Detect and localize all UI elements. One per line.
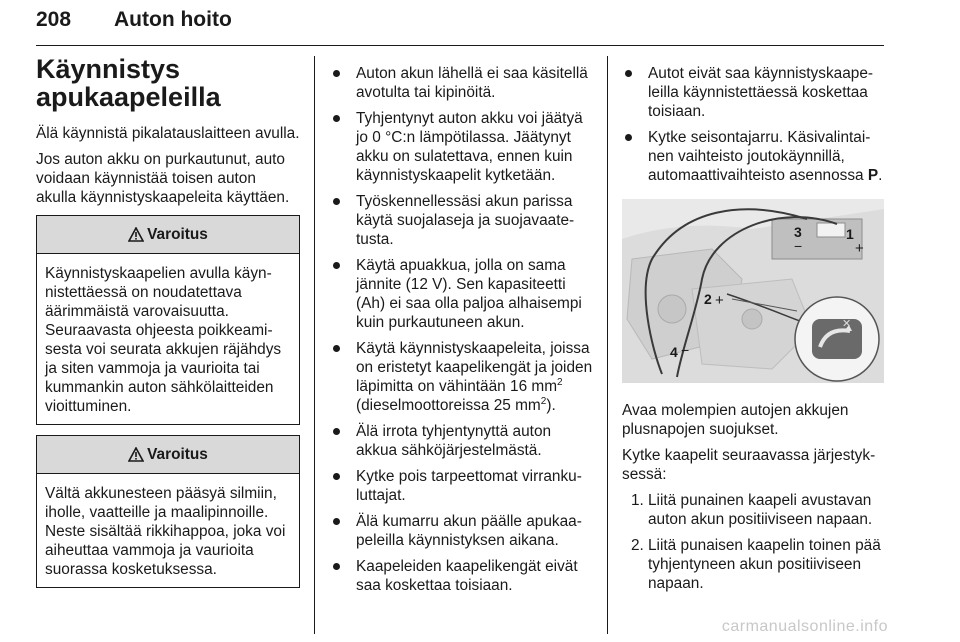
warning-triangle-icon <box>128 227 144 242</box>
list-item <box>622 128 886 185</box>
warning-box-1 <box>36 215 300 425</box>
battery-connection-figure <box>622 199 884 383</box>
cross-mark-icon: ✕ <box>842 317 852 330</box>
parking-brake-end: . <box>878 167 883 184</box>
list-item <box>330 512 594 550</box>
gear-position-p: P <box>867 167 879 184</box>
list-item-text: Autot eivät saa käynnistyskaapeleilla käynnistettäessä koskettaa toisiaan. <box>648 65 874 120</box>
bullet-icon <box>333 428 340 435</box>
step-number: 2. <box>631 537 644 554</box>
warning-header-1 <box>37 216 299 254</box>
bullet-icon <box>333 563 340 570</box>
warning-title-1: Varoitus <box>147 226 208 243</box>
section-title-line-2: apukaapeleilla <box>36 82 221 112</box>
list-item <box>330 109 594 185</box>
figure-label-4: 4 <box>670 344 678 360</box>
bullet-icon <box>625 70 632 77</box>
bullet-icon <box>333 70 340 77</box>
body-paragraph-2: Kytke kaapelit seuraavassa järjestyksessä: <box>622 447 876 483</box>
column-divider-2 <box>607 56 608 634</box>
warning-header-2 <box>37 436 299 474</box>
list-item <box>330 467 594 505</box>
watermark: carmanualsonline.info <box>721 618 888 635</box>
warning-box-2 <box>36 435 300 588</box>
page-number: 208 <box>36 8 72 31</box>
list-item-text: Käytä apuakkua, jolla on sama jännite (12 V). Sen kapasiteetti (Ah) ei saa olla paljoa alhaisempi kuin purkautuneen akun. <box>356 257 582 331</box>
list-item <box>330 64 594 102</box>
cable-spec-diesel: (dieselmoottoreissa 25 mm <box>356 397 541 414</box>
engine-bay-illustration <box>622 199 884 383</box>
bullet-icon <box>625 134 632 141</box>
header-rule <box>36 45 884 46</box>
warning-title-2: Varoitus <box>147 446 208 463</box>
list-item-text: Kytke pois tarpeettomat virrankuluttajat. <box>356 468 582 504</box>
list-item-text: Auton akun lähellä ei saa käsitellä avotulta tai kipinöitä. <box>356 65 588 101</box>
column-2 <box>330 64 594 602</box>
section-title <box>36 55 300 111</box>
list-item <box>330 256 594 332</box>
warning-text-1: Käynnistyskaapelien avulla käynnistettäessä on noudatettava äärimmäistä varovaisuutta. Seuraavasta ohjeesta poikkeamisesta voi seurata akkujen räjähdys ja siten vammoja ja vaurioita tai kummankin auton sähkölaitteiden vioittuminen. <box>45 265 282 415</box>
bullet-icon <box>333 262 340 269</box>
figure-minus-3: − <box>794 238 803 254</box>
list-item-text: Työskennellessäsi akun parissa käytä suojalaseja ja suojavaatetusta. <box>356 193 575 248</box>
column-1 <box>36 55 300 598</box>
column-3 <box>622 64 886 600</box>
warning-text-2: Vältä akkunesteen pääsyä silmiin, iholle, vaatteille ja maalipinnoille. Neste sisältää rikkihappoa, joka voi aiheuttaa vammoja ja vaurioita suorassa kosketuksessa. <box>45 485 286 578</box>
bullet-icon <box>333 345 340 352</box>
chapter-title: Auton hoito <box>114 8 232 31</box>
figure-minus-4: − <box>681 342 690 358</box>
list-item-text: Älä irrota tyhjentynyttä auton akkua sähköjärjestelmästä. <box>356 423 552 459</box>
precaution-list <box>330 64 594 595</box>
step-item <box>622 491 886 529</box>
list-item-text <box>648 129 882 184</box>
step-text: Liitä punaisen kaapelin toinen pää tyhjentyneen akun positiiviseen napaan. <box>648 537 881 592</box>
superscript: 2 <box>540 395 547 407</box>
list-item-text: Älä kumarru akun päälle apukaapeleilla käynnistyksen aikana. <box>356 513 582 549</box>
bullet-icon <box>333 115 340 122</box>
figure-plus-2: + <box>715 292 724 309</box>
cable-spec-text: Käytä käynnistyskaapeleita, joissa on eristetyt kaapelikengät ja joiden läpimitta on vähintään 16 mm <box>356 340 593 395</box>
list-item-text <box>356 340 592 414</box>
bullet-icon <box>333 518 340 525</box>
bullet-icon <box>333 198 340 205</box>
list-item <box>330 339 594 415</box>
list-item <box>330 557 594 595</box>
figure-plus-1: + <box>855 240 864 257</box>
list-item <box>622 64 886 121</box>
precaution-list-continued <box>622 64 886 185</box>
figure-label-1: 1 <box>846 226 854 242</box>
parking-brake-text: Kytke seisontajarru. Käsivalintainen vaihteisto joutokäynnillä, automaattivaihteisto asennossa <box>648 129 871 184</box>
connection-steps <box>622 491 886 593</box>
figure-label-2: 2 <box>704 291 712 307</box>
cable-spec-end: ). <box>546 397 556 414</box>
intro-paragraph-1: Älä käynnistä pikalatauslaitteen avulla. <box>36 125 300 142</box>
step-number: 1. <box>631 492 644 509</box>
section-title-line-1: Käynnistys <box>36 54 181 84</box>
step-text: Liitä punainen kaapeli avustavan auton akun positiiviseen napaan. <box>648 492 873 528</box>
list-item-text: Kaapeleiden kaapelikengät eivät saa koskettaa toisiaan. <box>356 558 578 594</box>
page-header <box>36 8 884 42</box>
list-item <box>330 422 594 460</box>
body-paragraph-1: Avaa molempien autojen akkujen plusnapojen suojukset. <box>622 402 849 438</box>
figure-label-3: 3 <box>794 224 802 240</box>
warning-triangle-icon <box>128 447 144 462</box>
intro-paragraph-2: Jos auton akku on purkautunut, auto voidaan käynnistää toisen auton akulla käynnistyskaapeleita käyttäen. <box>36 151 290 206</box>
list-item <box>330 192 594 249</box>
column-divider-1 <box>314 56 315 634</box>
list-item-text: Tyhjentynyt auton akku voi jäätyä jo 0 °C:n lämpötilassa. Jäätynyt akku on sulatettava, ennen kuin käynnistyskaapelit kytketään. <box>356 110 583 184</box>
superscript: 2 <box>557 376 563 388</box>
bullet-icon <box>333 473 340 480</box>
step-item <box>622 536 886 593</box>
